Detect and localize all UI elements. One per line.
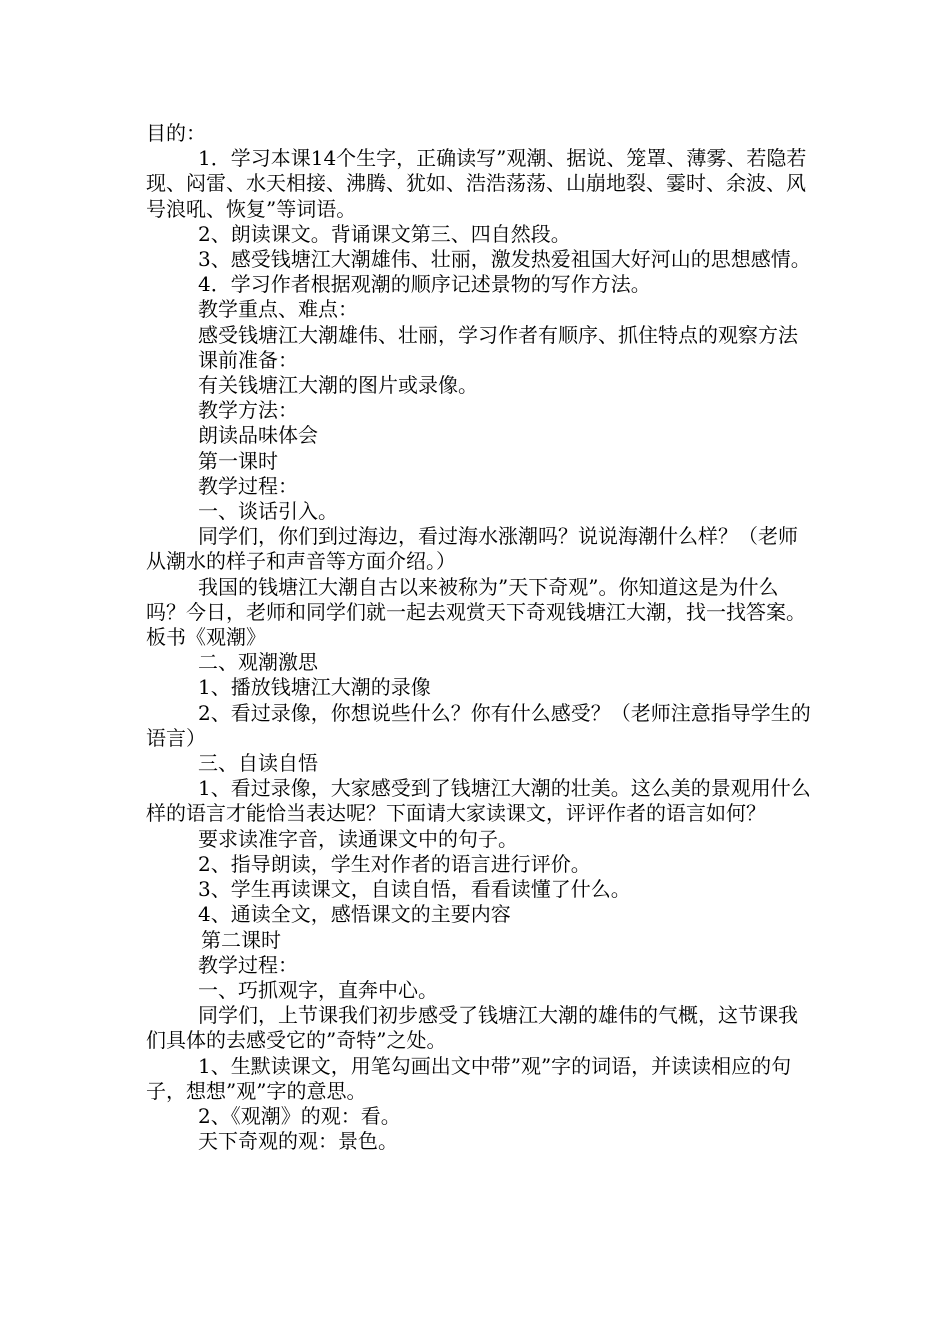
lesson-2-heading: 第二课时 bbox=[201, 927, 281, 952]
step-3-requirement: 要求读准字音，读通课文中的句子。 bbox=[198, 826, 518, 851]
step-3-item-3: 3、学生再读课文，自读自悟，看看读懂了什么。 bbox=[198, 877, 631, 902]
preparation-text: 有关钱塘江大潮的图片或录像。 bbox=[198, 373, 478, 398]
step-3-item-2: 2、指导朗读，学生对作者的语言进行评价。 bbox=[198, 851, 591, 876]
paragraph-intro-question: 同学们，你们到过海边，看过海水涨潮吗？说说海潮什么样？（老师从潮水的样子和声音等方面介绍。） bbox=[146, 524, 798, 574]
method-text: 朗读品味体会 bbox=[198, 423, 318, 448]
document-body bbox=[146, 121, 811, 1154]
lesson-2-step-1-heading: 一、巧抓观字，直奔中心。 bbox=[198, 977, 438, 1002]
heading-preparation: 课前准备： bbox=[198, 347, 298, 372]
heading-method: 教学方法： bbox=[198, 398, 298, 423]
paragraph-intro-wonder: 我国的钱塘江大潮自古以来被称为”天下奇观”。你知道这是为什么吗？今日，老师和同学们就一起去观赏天下奇观钱塘江大潮，找一找答案。板书《观潮》 bbox=[146, 574, 806, 650]
step-3-heading: 三、自读自悟 bbox=[198, 751, 318, 776]
lesson-2-item-3: 天下奇观的观：景色。 bbox=[198, 1129, 398, 1154]
lesson-2-paragraph-1: 同学们，上节课我们初步感受了钱塘江大潮的雄伟的气概，这节课我们具体的去感受它的”奇特”之处。 bbox=[146, 1003, 798, 1053]
process-heading-2: 教学过程： bbox=[198, 952, 298, 977]
step-2-heading: 二、观潮激思 bbox=[198, 650, 318, 675]
step-2-item-1: 1、播放钱塘江大潮的录像 bbox=[198, 675, 431, 700]
process-heading-1: 教学过程： bbox=[198, 473, 298, 498]
objective-1: 1．学习本课14个生字，正确读写”观潮、据说、笼罩、薄雾、若隐若现、闷雷、水天相接、沸腾、犹如、浩浩荡荡、山崩地裂、霎时、余波、风号浪吼、恢复”等词语。 bbox=[146, 146, 807, 221]
objective-3: 3、感受钱塘江大潮雄伟、壮丽，激发热爱祖国大好河山的思想感情。 bbox=[198, 247, 811, 272]
step-3-item-4: 4、通读全文，感悟课文的主要内容 bbox=[198, 902, 511, 927]
lesson-2-item-2: 2、《观潮》的观：看。 bbox=[198, 1103, 401, 1128]
step-2-item-2: 2、看过录像，你想说些什么？你有什么感受？（老师注意指导学生的语言） bbox=[146, 700, 811, 750]
key-points-text: 感受钱塘江大潮雄伟、壮丽，学习作者有顺序、抓住特点的观察方法 bbox=[198, 322, 798, 347]
lesson-1-heading: 第一课时 bbox=[198, 448, 278, 473]
step-1-heading: 一、谈话引入。 bbox=[198, 499, 338, 524]
section-heading-objectives: 目的： bbox=[146, 121, 206, 145]
objective-4: 4．学习作者根据观潮的顺序记述景物的写作方法。 bbox=[198, 272, 651, 297]
heading-key-points: 教学重点、难点： bbox=[198, 297, 358, 322]
objective-2: 2、朗读课文。背诵课文第三、四自然段。 bbox=[198, 221, 571, 246]
step-3-item-1: 1、看过录像，大家感受到了钱塘江大潮的壮美。这么美的景观用什么样的语言才能恰当表达呢？下面请大家读课文，评评作者的语言如何？ bbox=[146, 776, 811, 826]
lesson-2-item-1: 1、生默读课文，用笔勾画出文中带”观”字的词语，并读读相应的句子，想想”观”字的意思。 bbox=[146, 1053, 792, 1103]
